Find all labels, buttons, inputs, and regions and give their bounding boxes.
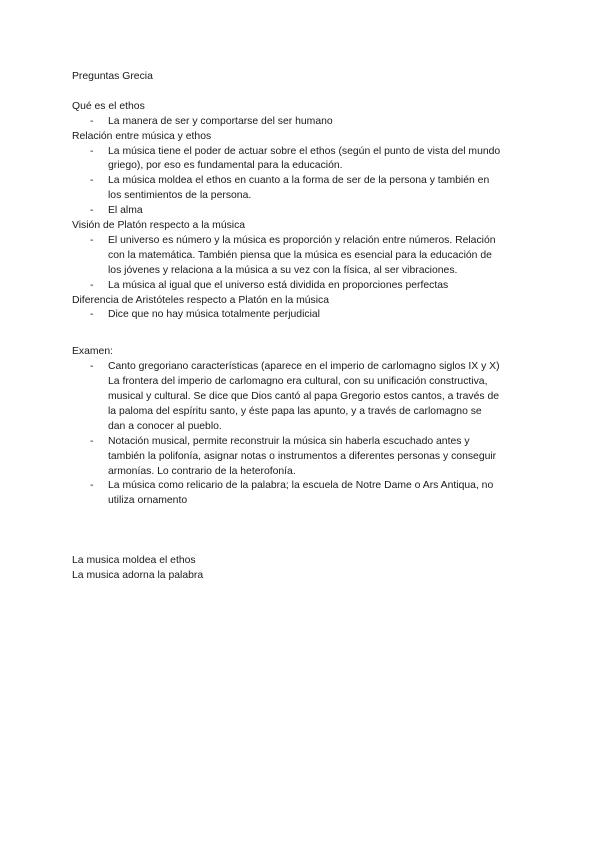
list-item-text xyxy=(108,115,532,130)
answer-list xyxy=(72,234,532,294)
list-item xyxy=(72,145,532,175)
list-item xyxy=(72,234,532,279)
question-section xyxy=(72,294,532,324)
question-section xyxy=(72,219,532,294)
list-item xyxy=(72,479,532,509)
question-section xyxy=(72,100,532,130)
text-line: La música tiene el poder de actuar sobre el ethos (según el punto de vista del mundo xyxy=(108,145,501,157)
text-line: El alma xyxy=(108,205,143,217)
text-line: Notación musical, permite reconstruir la música sin haberla escuchado antes y xyxy=(108,435,470,447)
dash-bullet: - xyxy=(90,480,94,492)
list-item-text xyxy=(108,174,532,204)
text-line: El universo es número y la música es proporción y relación entre números. Relación xyxy=(108,234,496,246)
text-line: La música moldea el ethos en cuanto a la forma de ser de la persona y también en xyxy=(108,175,490,187)
exam-list xyxy=(72,360,532,509)
text-line: también la polifonía, asignar notas o instrumentos a diferentes personas y conseguir xyxy=(108,450,497,462)
dash-bullet: - xyxy=(90,435,94,447)
closing-notes xyxy=(72,554,532,584)
text-line: armonías. Lo contrario de la heterofonía. xyxy=(108,465,296,477)
section-heading: Qué es el ethos xyxy=(72,100,145,112)
list-item-text xyxy=(108,308,532,323)
dash-bullet: - xyxy=(90,115,94,127)
list-item-text xyxy=(108,279,532,294)
text-line: los sentimientos de la persona. xyxy=(108,190,252,202)
list-item xyxy=(72,174,532,204)
text-line: con la matemática. También piensa que la música es esencial para la educación de xyxy=(108,249,492,261)
sections xyxy=(72,100,532,324)
list-item xyxy=(72,360,532,435)
closing-line: La musica adorna la palabra xyxy=(72,570,204,582)
text-line: La música al igual que el universo está dividida en proporciones perfectas xyxy=(108,279,449,291)
dash-bullet: - xyxy=(90,279,94,291)
section-heading: Relación entre música y ethos xyxy=(72,130,212,142)
list-item xyxy=(72,279,532,294)
list-item-text xyxy=(108,479,532,509)
list-item-text xyxy=(108,204,532,219)
list-item xyxy=(72,115,532,130)
text-line: utiliza ornamento xyxy=(108,495,188,507)
question-section xyxy=(72,130,532,219)
dash-bullet: - xyxy=(90,361,94,373)
text-line: La frontera del imperio de carlomagno era cultural, con su unificación constructiva, xyxy=(108,376,488,388)
list-item xyxy=(72,308,532,323)
closing-line: La musica moldea el ethos xyxy=(72,555,196,567)
text-line: los jóvenes y relaciona a la música a su vez con la física, al ser vibraciones. xyxy=(108,264,458,276)
document-title: Preguntas Grecia xyxy=(72,71,153,82)
text-line: La manera de ser y comportarse del ser humano xyxy=(108,115,333,127)
list-item-text xyxy=(108,145,532,175)
text-line: la paloma del espíritu santo, y éste papa las apunto, y a través de carlomagno se xyxy=(108,405,482,417)
list-item-text xyxy=(108,435,532,480)
text-line: griego), por eso es fundamental para la educación. xyxy=(108,160,343,172)
answer-list xyxy=(72,145,532,220)
dash-bullet: - xyxy=(90,205,94,217)
section-heading: Visión de Platón respecto a la música xyxy=(72,220,246,232)
dash-bullet: - xyxy=(90,175,94,187)
exam-heading: Examen: xyxy=(72,346,114,358)
list-item-text xyxy=(108,234,532,279)
answer-list xyxy=(72,115,532,130)
text-line: musical y cultural. Se dice que Dios cantó al papa Gregorio estos cantos, a través de xyxy=(108,391,500,402)
dash-bullet: - xyxy=(90,145,94,157)
list-item xyxy=(72,204,532,219)
exam-section xyxy=(72,345,532,509)
list-item-text xyxy=(108,360,532,435)
answer-list xyxy=(72,308,532,323)
text-line: La música como relicario de la palabra; la escuela de Notre Dame o Ars Antiqua, no xyxy=(108,480,494,492)
text-line: Dice que no hay música totalmente perjudicial xyxy=(108,309,320,321)
document-page xyxy=(72,70,532,584)
text-line: dan a conocer al pueblo. xyxy=(108,420,222,432)
text-line: Canto gregoriano características (aparece en el imperio de carlomagno siglos IX y X) xyxy=(108,361,500,373)
dash-bullet: - xyxy=(90,234,94,246)
section-heading: Diferencia de Aristóteles respecto a Platón en la música xyxy=(72,294,330,306)
list-item xyxy=(72,435,532,480)
dash-bullet: - xyxy=(90,309,94,321)
